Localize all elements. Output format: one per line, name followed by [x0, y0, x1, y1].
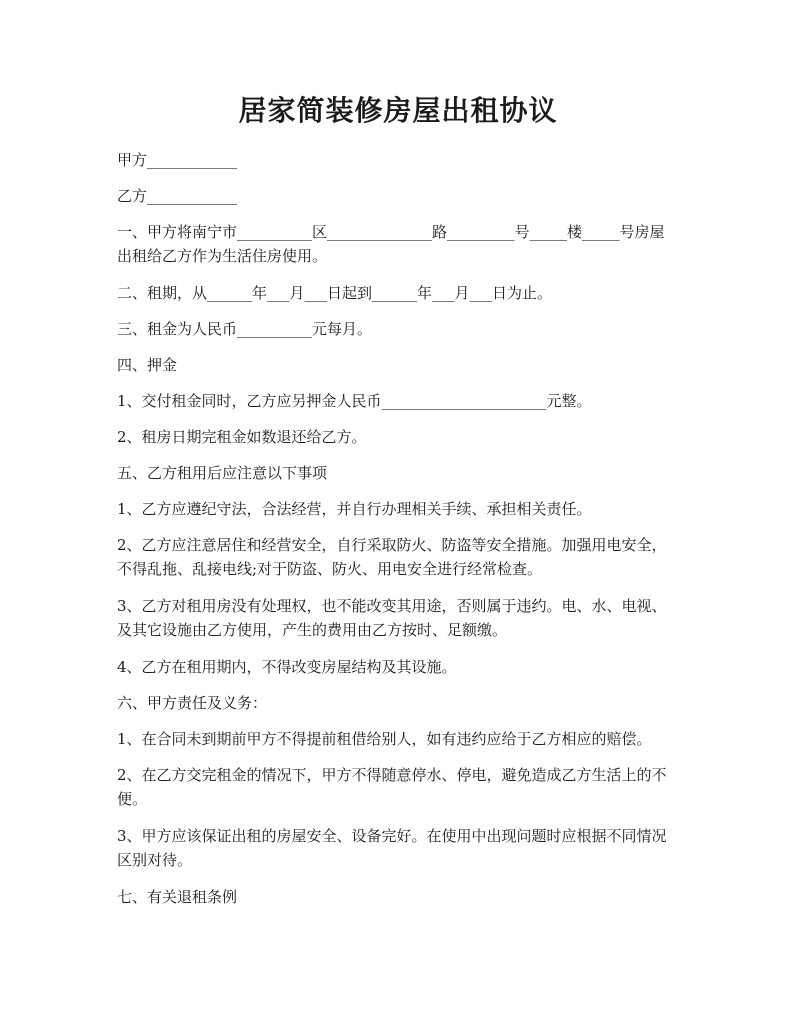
clause-5-item-4: 4、乙方在租用期内，不得改变房屋结构及其设施。 [117, 658, 457, 676]
clause-5-item-1: 1、乙方应遵纪守法，合法经营，并自行办理相关手续、承担相关责任。 [117, 500, 592, 518]
clause-4-heading: 四、押金 [117, 356, 178, 374]
clause-6-heading: 六、甲方责任及义务： [117, 694, 268, 712]
party-a-line: 甲方____________ [117, 151, 238, 169]
clause-5-heading: 五、乙方租用后应注意以下事项 [117, 464, 328, 482]
clause-1-property: 一、甲方将南宁市__________区______________路_________号_____楼_____号房屋出租给乙方作为生活住房使用。 [117, 223, 665, 265]
clause-3-rent: 三、租金为人民币__________元每月。 [117, 320, 373, 338]
clause-5-item-2: 2、乙方应注意居住和经营安全，自行采取防火、防盗等安全措施。加强用电安全，不得乱拖、乱接电线;对于防盗、防火、用电安全进行经常检查。 [117, 536, 667, 578]
clause-7-heading: 七、有关退租条例 [117, 888, 238, 906]
clause-2-term: 二、租期，从______年___月___日起到______年___月___日为止。 [117, 284, 553, 302]
clause-6-item-1: 1、在合同未到期前甲方不得提前租借给别人，如有违约应给于乙方相应的赔偿。 [117, 730, 652, 748]
clause-6-item-2: 2、在乙方交完租金的情况下，甲方不得随意停水、停电，避免造成乙方生活上的不便。 [117, 766, 667, 808]
clause-6-item-3: 3、甲方应该保证出租的房屋安全、设备完好。在使用中出现问题时应根据不同情况区别对待。 [117, 827, 667, 869]
clause-4-item-1: 1、交付租金同时，乙方应另押金人民币______________________元整。 [117, 392, 592, 410]
clause-4-item-2: 2、租房日期完租金如数退还给乙方。 [117, 428, 367, 446]
clause-5-item-3: 3、乙方对租用房没有处理权，也不能改变其用途，否则属于违约。电、水、电视、及其它设施由乙方使用，产生的费用由乙方按时、足额缴。 [117, 597, 667, 639]
party-b-line: 乙方____________ [117, 187, 238, 205]
document-title: 居家简装修房屋出租协议 [238, 94, 558, 127]
